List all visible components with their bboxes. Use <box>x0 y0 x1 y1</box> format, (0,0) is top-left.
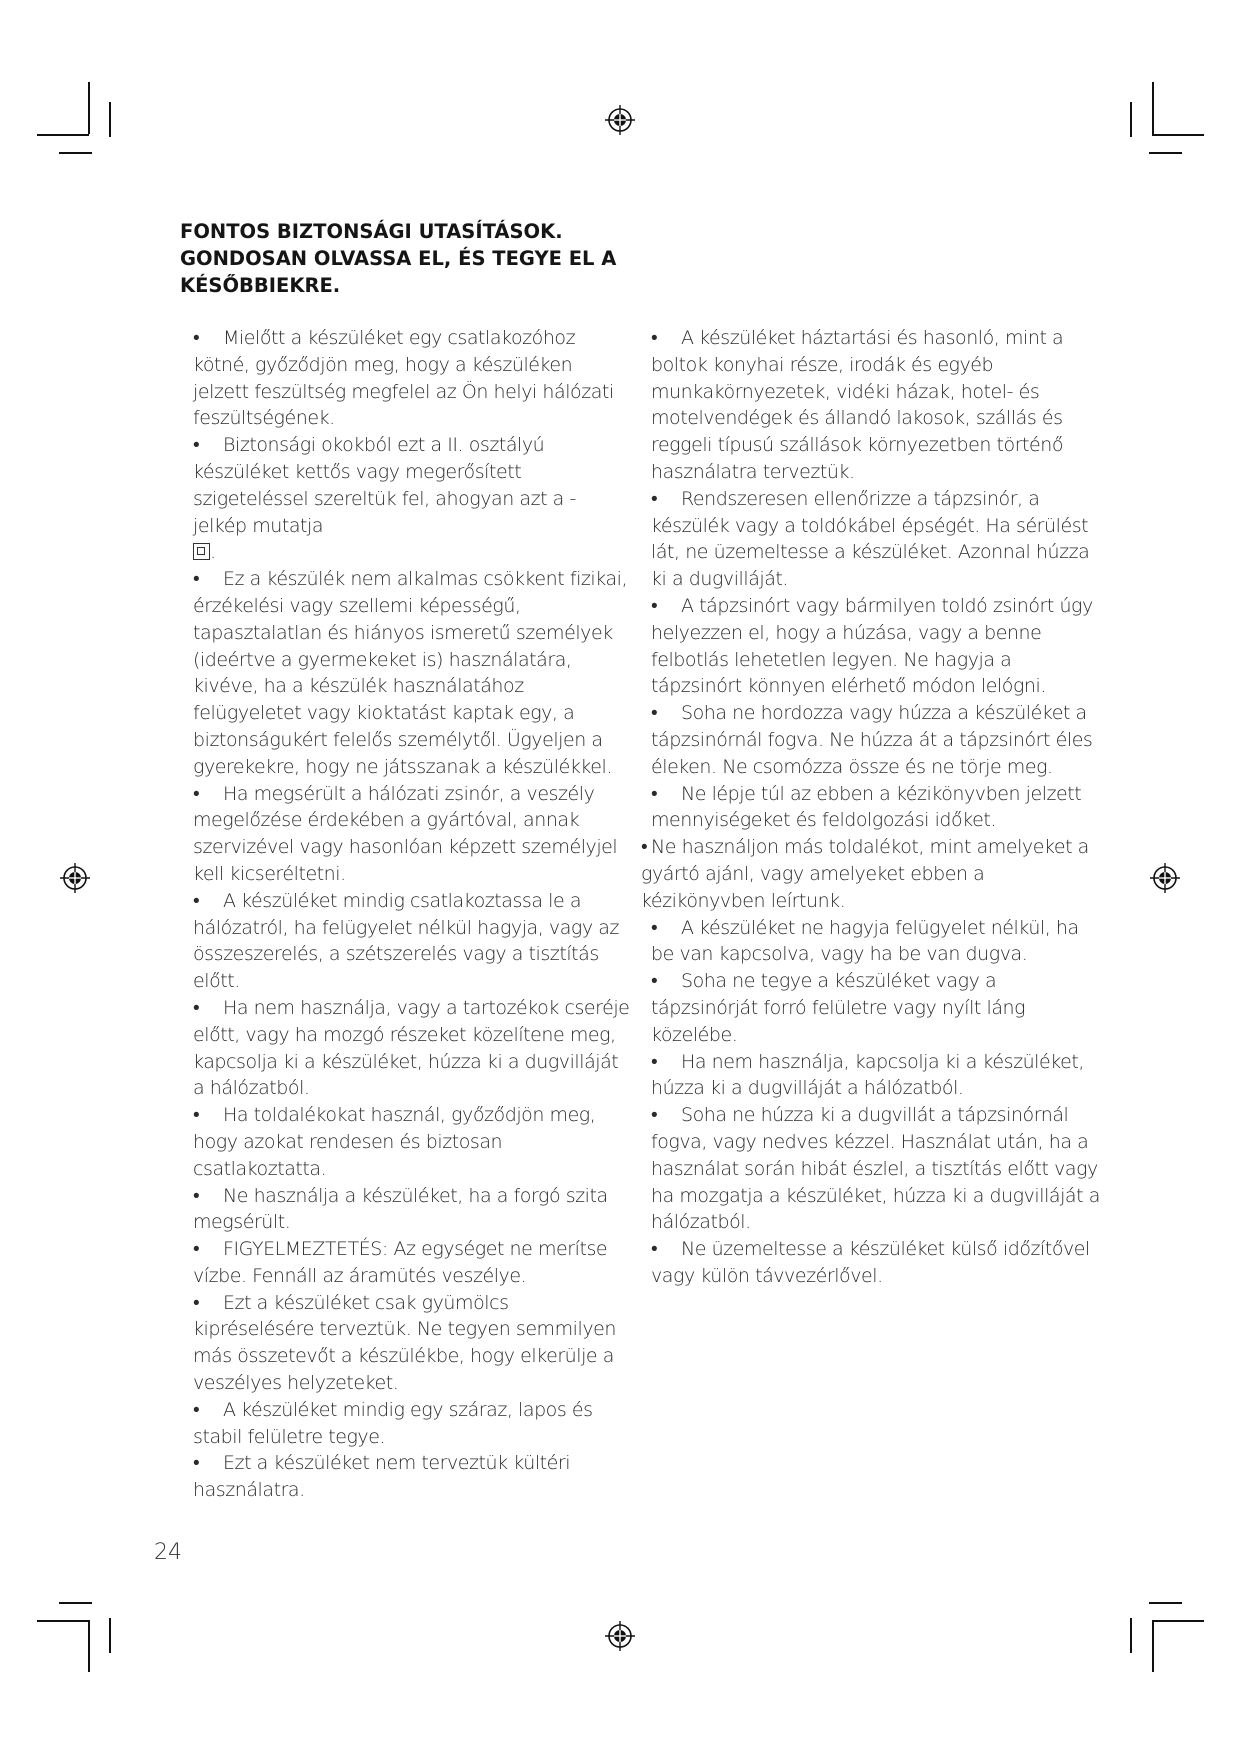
list-item <box>651 1049 1101 1103</box>
crop-mark <box>109 1618 111 1653</box>
bullet: • <box>651 1104 658 1127</box>
list-item-text: Ne lépje túl az ebben a kézikönyvben jelzett mennyiségeket és feldolgozási időket. <box>651 782 1082 832</box>
list-item-text: Biztonsági okokból ezt a II. osztályú készüléket kettős vagy megerősített szigeteléssel szereltük fel, ahogyan azt a - jelkép mutatja <box>193 434 576 537</box>
crop-mark <box>59 152 92 154</box>
heading-line: FONTOS BIZTONSÁGI UTASÍTÁSOK. <box>180 220 563 243</box>
list-item-text: Ha megsérült a hálózati zsinór, a veszély megelőzése érdekében a gyártóval, annak szervizével vagy hasonlóan képzett személyjel kell kicseréltetni. <box>193 782 618 885</box>
list-item <box>641 834 1101 914</box>
bullet: • <box>651 702 658 725</box>
list-item <box>651 593 1101 700</box>
crop-mark <box>1130 1618 1132 1653</box>
bullet: • <box>193 889 200 912</box>
crop-mark <box>59 1602 92 1604</box>
bullet: • <box>193 568 200 591</box>
list-item-text: A készüléket háztartási és hasonló, mint a boltok konyhai része, irodák és egyéb munkakörnyezetek, vidéki házak, hotel- és motelvendégek és állandó lakosok, szállás és reggeli típusú szállások környezetben történő használatra terveztük. <box>651 327 1064 483</box>
list-item-text: Soha ne húzza ki a dugvillát a tápzsinórnál fogva, vagy nedves kézzel. Használat után, ha a használat során hibát észlel, a tisztítás előtt vagy ha mozgatja a készüléket, húzza ki a dugvilláját a hálózatból. <box>651 1104 1100 1234</box>
bullet: • <box>193 1291 200 1314</box>
list-item <box>651 700 1101 780</box>
registration-mark-icon <box>59 862 91 894</box>
list-item-text: Ezt a készüléket nem terveztük kültéri használatra. <box>193 1452 571 1502</box>
list-item-text: Soha ne hordozza vagy húzza a készüléket a tápzsinórnál fogva. Ne húzza át a tápzsinórt éles éleken. Ne csomózza össze és ne törje meg. <box>651 702 1093 778</box>
list-item <box>651 325 1101 486</box>
double-insulation-icon <box>193 543 210 560</box>
list-item <box>651 781 1101 835</box>
crop-mark <box>1152 1620 1154 1672</box>
bullet: • <box>193 1238 200 1261</box>
bullet: • <box>651 782 658 805</box>
heading-line: GONDOSAN OLVASSA EL, ÉS TEGYE EL A <box>180 247 617 270</box>
list-item-text: Ha nem használja, vagy a tartozékok cseréje előtt, vagy ha mozgó részeket közelítene meg, kapcsolja ki a készüléket, húzza ki a dugvilláját a hálózatból. <box>193 996 630 1100</box>
list-item <box>651 486 1101 593</box>
list-item-text: Ha nem használja, kapcsolja ki a készüléket, húzza ki a dugvilláját a hálózatból. <box>651 1050 1084 1100</box>
crop-mark <box>1152 1620 1204 1622</box>
list-item <box>193 1102 633 1182</box>
list-item-text: Ha toldalékokat használ, győződjön meg, hogy azokat rendesen és biztosan csatlakoztatta. <box>193 1104 596 1180</box>
bullet: • <box>651 916 658 939</box>
crop-mark <box>1149 152 1182 154</box>
bullet: • <box>641 836 648 859</box>
list-item <box>193 1236 633 1290</box>
list-item-text: Rendszeresen ellenőrizze a tápzsinór, a készülék vagy a toldókábel épségét. Ha sérülést lát, ne üzemeltesse a készüléket. Azonnal húzza ki a dugvilláját. <box>651 487 1090 591</box>
crop-mark <box>1152 134 1204 136</box>
list-item-text: Ezt a készüléket csak gyümölcs kipréselésére terveztük. Ne tegyen semmilyen más összetevőt a készülékbe, hogy elkerülje a veszélyes helyzeteket. <box>193 1291 616 1395</box>
right-column <box>641 325 1101 1290</box>
list-item <box>193 1183 633 1237</box>
list-item-text: FIGYELMEZTETÉS: Az egységet ne merítse vízbe. Fennáll az áramütés veszélye. <box>193 1238 608 1287</box>
list-item-text: Ne használjon más toldalékot, mint amelyeket a gyártó ajánl, vagy amelyeket ebben a kézikönyvben leírtunk. <box>641 836 1089 912</box>
page-number: 24 <box>154 1540 182 1565</box>
crop-mark <box>88 1620 90 1672</box>
list-item-text: A készüléket mindig csatlakoztassa le a hálózatról, ha felügyelet nélkül hagyja, vagy az összeszerelés, a szétszerelés vagy a tisztítás előtt. <box>193 889 619 993</box>
registration-mark-icon <box>1149 862 1181 894</box>
bullet: • <box>651 594 658 617</box>
list-item <box>651 968 1101 1048</box>
bullet: • <box>651 327 658 349</box>
crop-mark <box>1149 1602 1182 1604</box>
section-heading <box>180 218 700 299</box>
list-item <box>193 995 633 1102</box>
list-item-text: Ez a készülék nem alkalmas csökkent fizikai, érzékelési vagy szellemi képességű, tapasztalatlan és hiányos ismeretű személyek (ideértve a gyermekeket is) használatára, kivéve, ha a készülék használatához felügyeletet vagy kioktatást kaptak egy, a biztonságukért felelős személytől. Ügyeljen a gyerekekre, hogy ne játsszanak a készülékkel. <box>193 568 628 778</box>
bullet: • <box>651 1050 658 1073</box>
bullet: • <box>193 327 200 349</box>
bullet: • <box>193 1398 200 1421</box>
crop-mark <box>37 1620 89 1622</box>
crop-mark <box>1152 82 1154 134</box>
bullet: • <box>193 1104 200 1127</box>
symbol-suffix: . <box>210 541 216 564</box>
crop-mark <box>109 102 111 137</box>
list-item-text: A készüléket mindig egy száraz, lapos és stabil felületre tegye. <box>193 1398 593 1448</box>
list-item <box>193 1290 633 1397</box>
left-column <box>193 325 633 1504</box>
list-item <box>193 1450 633 1504</box>
list-item-text: Mielőtt a készüléket egy csatlakozóhoz kötné, győződjön meg, hogy a készüléken jelzett feszültség megfelel az Ön helyi hálózati feszültségének. <box>193 327 614 430</box>
registration-mark-icon <box>604 1620 636 1652</box>
bullet: • <box>651 970 658 993</box>
crop-mark <box>1130 102 1132 137</box>
list-item <box>193 1397 633 1451</box>
list-item <box>193 566 633 780</box>
bullet: • <box>193 1184 200 1207</box>
list-item <box>651 915 1101 969</box>
crop-mark <box>88 82 90 134</box>
list-item <box>193 888 633 995</box>
crop-mark <box>37 134 89 136</box>
bullet: • <box>193 1452 200 1475</box>
bullet: • <box>193 996 200 1019</box>
list-item <box>651 1236 1101 1290</box>
registration-mark-icon <box>604 104 636 136</box>
list-item-text: A készüléket ne hagyja felügyelet nélkül, ha be van kapcsolva, vagy ha be van dugva. <box>651 916 1079 966</box>
list-item-text: A tápzsinórt vagy bármilyen toldó zsinórt úgy helyezzen el, hogy a húzása, vagy a benne felbotlás lehetetlen legyen. Ne hagyja a tápzsinórt könnyen elérhető módon lelógni. <box>651 594 1093 698</box>
list-item <box>651 1102 1101 1236</box>
list-item <box>193 781 633 888</box>
bullet: • <box>651 1238 658 1261</box>
list-item <box>193 432 633 566</box>
list-item-text: Ne használja a készüléket, ha a forgó szita megsérült. <box>193 1184 608 1234</box>
bullet: • <box>651 487 658 510</box>
list-item-text: Ne üzemeltesse a készüléket külső időzítővel vagy külön távvezérlővel. <box>651 1238 1090 1287</box>
bullet: • <box>193 434 200 457</box>
list-item <box>193 325 633 432</box>
heading-line: KÉSŐBBIEKRE. <box>180 274 341 297</box>
list-item-text: Soha ne tegye a készüléket vagy a tápzsinórját forró felületre vagy nyílt láng közelébe. <box>651 970 1026 1046</box>
bullet: • <box>193 782 200 805</box>
